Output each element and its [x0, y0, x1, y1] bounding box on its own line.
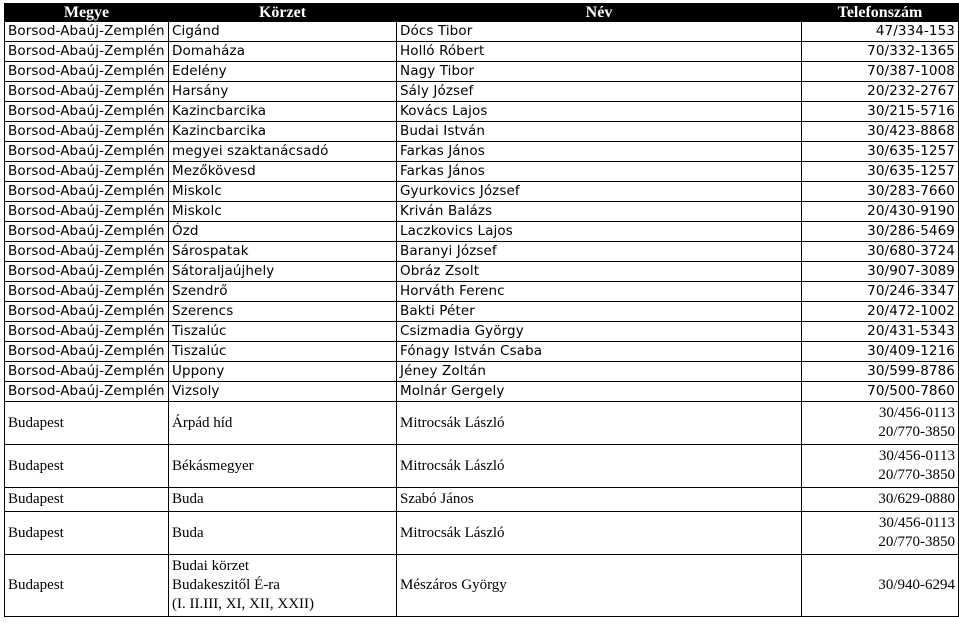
cell-phone: 30/423-8868 — [802, 122, 959, 142]
cell-district: Vizsoly — [169, 382, 397, 402]
cell-name: Laczkovics Lajos — [397, 222, 802, 242]
cell-county: Budapest — [5, 445, 169, 488]
header-phone: Telefonszám — [802, 4, 959, 22]
cell-district: Kazincbarcika — [169, 122, 397, 142]
table-body — [5, 22, 959, 617]
phone-line: 30/629-0880 — [878, 491, 955, 507]
table-row — [5, 555, 959, 617]
table-row — [5, 242, 959, 262]
cell-county: Budapest — [5, 488, 169, 512]
phone-line: 30/940-6294 — [878, 577, 955, 593]
cell-phone: 30/635-1257 — [802, 162, 959, 182]
cell-district — [169, 402, 397, 445]
phone-line: 30/456-0113 — [878, 448, 955, 464]
cell-county: Borsod-Abaúj-Zemplén — [5, 142, 169, 162]
cell-phone: 20/232-2767 — [802, 82, 959, 102]
cell-phone — [802, 488, 959, 512]
district-line: (I. II.III, XI, XII, XXII) — [172, 596, 315, 612]
cell-phone: 70/246-3347 — [802, 282, 959, 302]
table-row — [5, 262, 959, 282]
table-row — [5, 445, 959, 488]
cell-phone: 30/680-3724 — [802, 242, 959, 262]
cell-county: Borsod-Abaúj-Zemplén — [5, 302, 169, 322]
cell-name: Baranyi József — [397, 242, 802, 262]
cell-county: Borsod-Abaúj-Zemplén — [5, 242, 169, 262]
cell-phone: 70/500-7860 — [802, 382, 959, 402]
header-row — [5, 4, 959, 22]
cell-name: Mészáros György — [397, 555, 802, 617]
cell-name: Dócs Tibor — [397, 22, 802, 42]
cell-name: Mitrocsák László — [397, 445, 802, 488]
cell-county: Borsod-Abaúj-Zemplén — [5, 182, 169, 202]
cell-phone: 30/599-8786 — [802, 362, 959, 382]
cell-phone: 20/472-1002 — [802, 302, 959, 322]
cell-phone — [802, 512, 959, 555]
cell-county: Borsod-Abaúj-Zemplén — [5, 362, 169, 382]
table-row — [5, 222, 959, 242]
cell-county: Budapest — [5, 402, 169, 445]
contacts-table — [4, 3, 959, 617]
cell-name: Szabó János — [397, 488, 802, 512]
cell-district — [169, 555, 397, 617]
cell-phone: 20/431-5343 — [802, 322, 959, 342]
cell-name: Farkas János — [397, 142, 802, 162]
cell-phone: 47/334-153 — [802, 22, 959, 42]
cell-name: Holló Róbert — [397, 42, 802, 62]
cell-county: Borsod-Abaúj-Zemplén — [5, 262, 169, 282]
table-row — [5, 102, 959, 122]
table-row — [5, 182, 959, 202]
cell-district: Szerencs — [169, 302, 397, 322]
district-line: Békásmegyer — [172, 457, 254, 474]
cell-name: Csizmadia György — [397, 322, 802, 342]
table-row — [5, 382, 959, 402]
cell-phone: 30/215-5716 — [802, 102, 959, 122]
cell-county: Borsod-Abaúj-Zemplén — [5, 342, 169, 362]
header-name: Név — [397, 4, 802, 22]
cell-county: Borsod-Abaúj-Zemplén — [5, 202, 169, 222]
cell-district: Cigánd — [169, 22, 397, 42]
cell-phone: 30/907-3089 — [802, 262, 959, 282]
cell-phone: 20/430-9190 — [802, 202, 959, 222]
table-row — [5, 322, 959, 342]
table-row — [5, 488, 959, 512]
cell-county: Borsod-Abaúj-Zemplén — [5, 282, 169, 302]
cell-district: Domaháza — [169, 42, 397, 62]
table-row — [5, 122, 959, 142]
table-row — [5, 82, 959, 102]
cell-county: Borsod-Abaúj-Zemplén — [5, 322, 169, 342]
cell-county: Borsod-Abaúj-Zemplén — [5, 102, 169, 122]
district-line: Buda — [172, 524, 204, 541]
cell-name: Budai István — [397, 122, 802, 142]
table-row — [5, 342, 959, 362]
cell-phone: 70/332-1365 — [802, 42, 959, 62]
district-line: Budai körzet — [172, 558, 250, 574]
cell-county: Borsod-Abaúj-Zemplén — [5, 22, 169, 42]
cell-phone: 30/635-1257 — [802, 142, 959, 162]
district-line: Budakeszitől É-ra — [172, 577, 280, 593]
cell-district: Edelény — [169, 62, 397, 82]
table-row — [5, 512, 959, 555]
table-row — [5, 22, 959, 42]
cell-district: Mezőkövesd — [169, 162, 397, 182]
district-line: Buda — [172, 491, 204, 507]
cell-county: Budapest — [5, 512, 169, 555]
cell-county: Borsod-Abaúj-Zemplén — [5, 82, 169, 102]
header-county: Megye — [5, 4, 169, 22]
cell-phone: 30/283-7660 — [802, 182, 959, 202]
cell-phone: 70/387-1008 — [802, 62, 959, 82]
cell-district: Ózd — [169, 222, 397, 242]
cell-name: Bakti Péter — [397, 302, 802, 322]
cell-phone — [802, 555, 959, 617]
cell-name: Nagy Tibor — [397, 62, 802, 82]
cell-county: Budapest — [5, 555, 169, 617]
cell-district: Kazincbarcika — [169, 102, 397, 122]
cell-name: Mitrocsák László — [397, 402, 802, 445]
cell-name: Molnár Gergely — [397, 382, 802, 402]
header-district: Körzet — [169, 4, 397, 22]
cell-name: Horváth Ferenc — [397, 282, 802, 302]
cell-name: Fónagy István Csaba — [397, 342, 802, 362]
cell-district: Uppony — [169, 362, 397, 382]
cell-county: Borsod-Abaúj-Zemplén — [5, 162, 169, 182]
cell-name: Jéney Zoltán — [397, 362, 802, 382]
cell-name: Kovács Lajos — [397, 102, 802, 122]
phone-line: 30/456-0113 — [878, 515, 955, 531]
table-row — [5, 62, 959, 82]
cell-district: Miskolc — [169, 202, 397, 222]
cell-district: Harsány — [169, 82, 397, 102]
cell-district: Tiszalúc — [169, 322, 397, 342]
cell-district: Miskolc — [169, 182, 397, 202]
cell-district: Sárospatak — [169, 242, 397, 262]
cell-name: Sály József — [397, 82, 802, 102]
cell-county: Borsod-Abaúj-Zemplén — [5, 62, 169, 82]
table-row — [5, 282, 959, 302]
phone-line: 20/770-3850 — [878, 534, 955, 550]
table-row — [5, 142, 959, 162]
table-row — [5, 42, 959, 62]
cell-district — [169, 445, 397, 488]
cell-district — [169, 488, 397, 512]
table-row — [5, 362, 959, 382]
cell-district: Tiszalúc — [169, 342, 397, 362]
phone-line: 30/456-0113 — [878, 405, 955, 421]
cell-county: Borsod-Abaúj-Zemplén — [5, 222, 169, 242]
phone-line: 20/770-3850 — [878, 467, 955, 483]
cell-name: Mitrocsák László — [397, 512, 802, 555]
cell-phone — [802, 402, 959, 445]
cell-district: Sátoraljaújhely — [169, 262, 397, 282]
district-line: Árpád híd — [172, 414, 233, 431]
phone-line: 20/770-3850 — [878, 424, 955, 440]
table-row — [5, 202, 959, 222]
cell-name: Obráz Zsolt — [397, 262, 802, 282]
cell-name: Kriván Balázs — [397, 202, 802, 222]
cell-phone: 30/409-1216 — [802, 342, 959, 362]
table-row — [5, 402, 959, 445]
cell-district — [169, 512, 397, 555]
table-row — [5, 302, 959, 322]
cell-name: Gyurkovics József — [397, 182, 802, 202]
cell-county: Borsod-Abaúj-Zemplén — [5, 42, 169, 62]
table-row — [5, 162, 959, 182]
cell-phone — [802, 445, 959, 488]
cell-county: Borsod-Abaúj-Zemplén — [5, 122, 169, 142]
cell-district: Szendrő — [169, 282, 397, 302]
cell-county: Borsod-Abaúj-Zemplén — [5, 382, 169, 402]
cell-district: megyei szaktanácsadó — [169, 142, 397, 162]
cell-name: Farkas János — [397, 162, 802, 182]
cell-phone: 30/286-5469 — [802, 222, 959, 242]
